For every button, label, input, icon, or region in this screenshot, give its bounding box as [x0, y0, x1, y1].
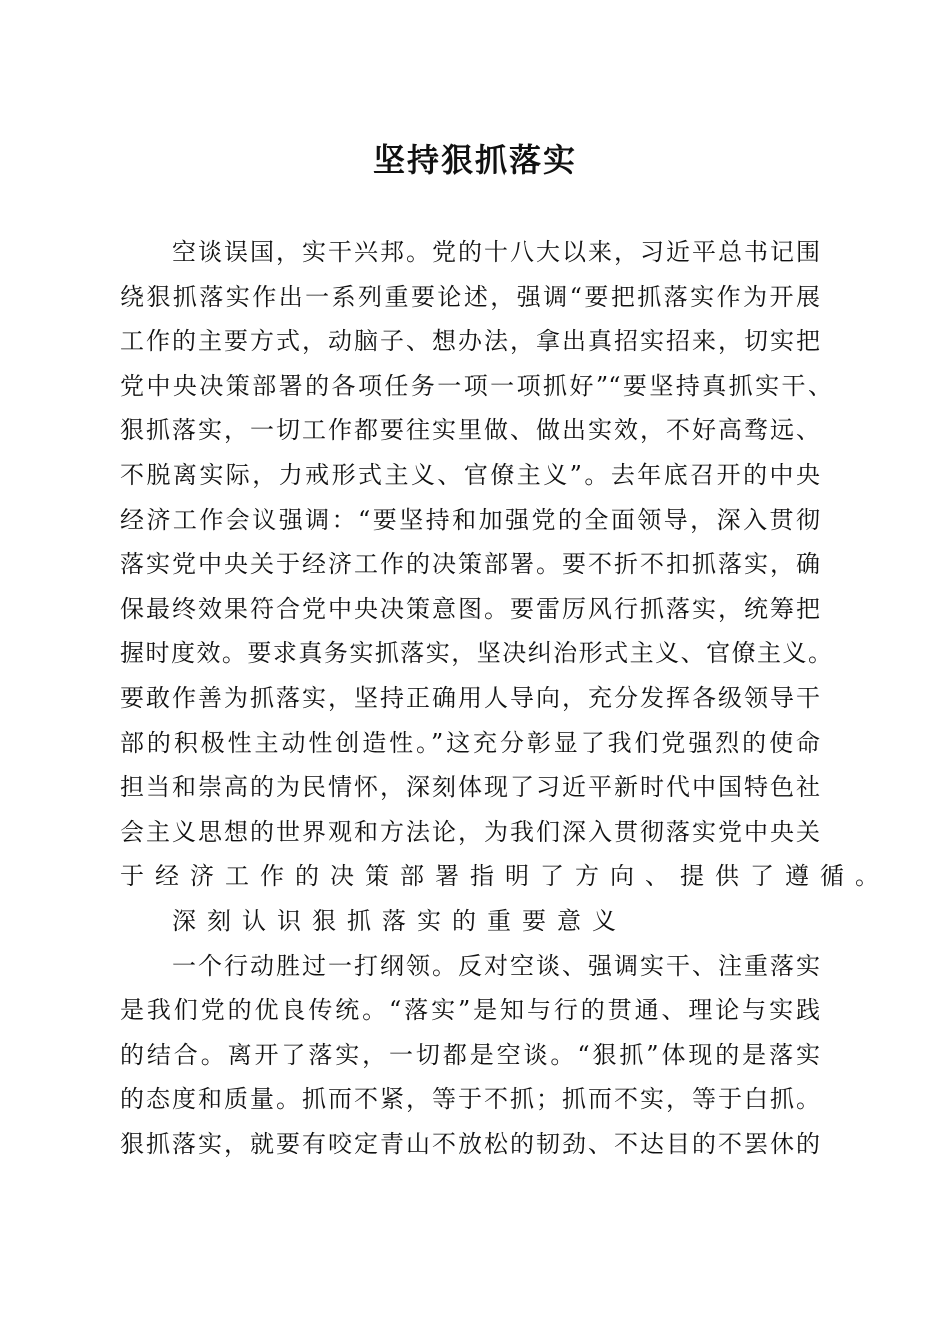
text-line: 狠抓落实，一切工作都要往实里做、做出实效，不好高骛远、: [120, 416, 820, 445]
text-line: 的结合。离开了落实，一切都是空谈。“狠抓”体现的是落实: [120, 1040, 820, 1069]
text-line: 保最终效果符合党中央决策意图。要雷厉风行抓落实，统筹把: [120, 594, 820, 623]
text-line: 担当和崇高的为民情怀，深刻体现了习近平新时代中国特色社: [120, 773, 820, 802]
text-line: 部的积极性主动性创造性。”这充分彰显了我们党强烈的使命: [120, 728, 820, 757]
text-line: 党中央决策部署的各项任务一项一项抓好”“要坚持真抓实干、: [120, 371, 832, 400]
document-title: 坚持狠抓落实: [372, 141, 577, 179]
text-line: 落实党中央关于经济工作的决策部署。要不折不扣抓落实，确: [120, 550, 820, 579]
text-line: 会主义思想的世界观和方法论，为我们深入贯彻落实党中央关: [120, 817, 820, 846]
paragraph-significance: [120, 944, 820, 1167]
text-line: 一个行动胜过一打纲领。反对空谈、强调实干、注重落实: [172, 951, 820, 980]
text-line: 经济工作会议强调：“要坚持和加强党的全面领导，深入贯彻: [120, 505, 820, 534]
text-line: 要敢作善为抓落实，坚持正确用人导向，充分发挥各级领导干: [120, 683, 820, 712]
paragraph-intro: [120, 230, 890, 899]
text-line: 于经济工作的决策部署指明了方向、提供了遵循。: [120, 862, 890, 891]
text-line: 狠抓落实，就要有咬定青山不放松的韧劲、不达目的不罢休的: [120, 1129, 820, 1158]
document-body: [120, 230, 890, 1166]
heading-line: 深刻认识狠抓落实的重要意义: [172, 906, 627, 935]
section-heading: [120, 899, 820, 944]
text-line: 是我们党的优良传统。“落实”是知与行的贯通、理论与实践: [120, 996, 820, 1025]
text-line: 空谈误国，实干兴邦。党的十八大以来，习近平总书记围: [172, 238, 820, 266]
text-line: 绕狠抓落实作出一系列重要论述，强调“要把抓落实作为开展: [120, 282, 820, 311]
text-line: 工作的主要方式，动脑子、想办法，拿出真招实招来，切实把: [120, 327, 820, 356]
text-line: 不脱离实际，力戒形式主义、官僚主义”。去年底召开的中央: [120, 460, 820, 489]
text-line: 的态度和质量。抓而不紧，等于不抓；抓而不实，等于白抓。: [120, 1085, 820, 1114]
text-line: 握时度效。要求真务实抓落实，坚决纠治形式主义、官僚主义。: [120, 639, 832, 668]
